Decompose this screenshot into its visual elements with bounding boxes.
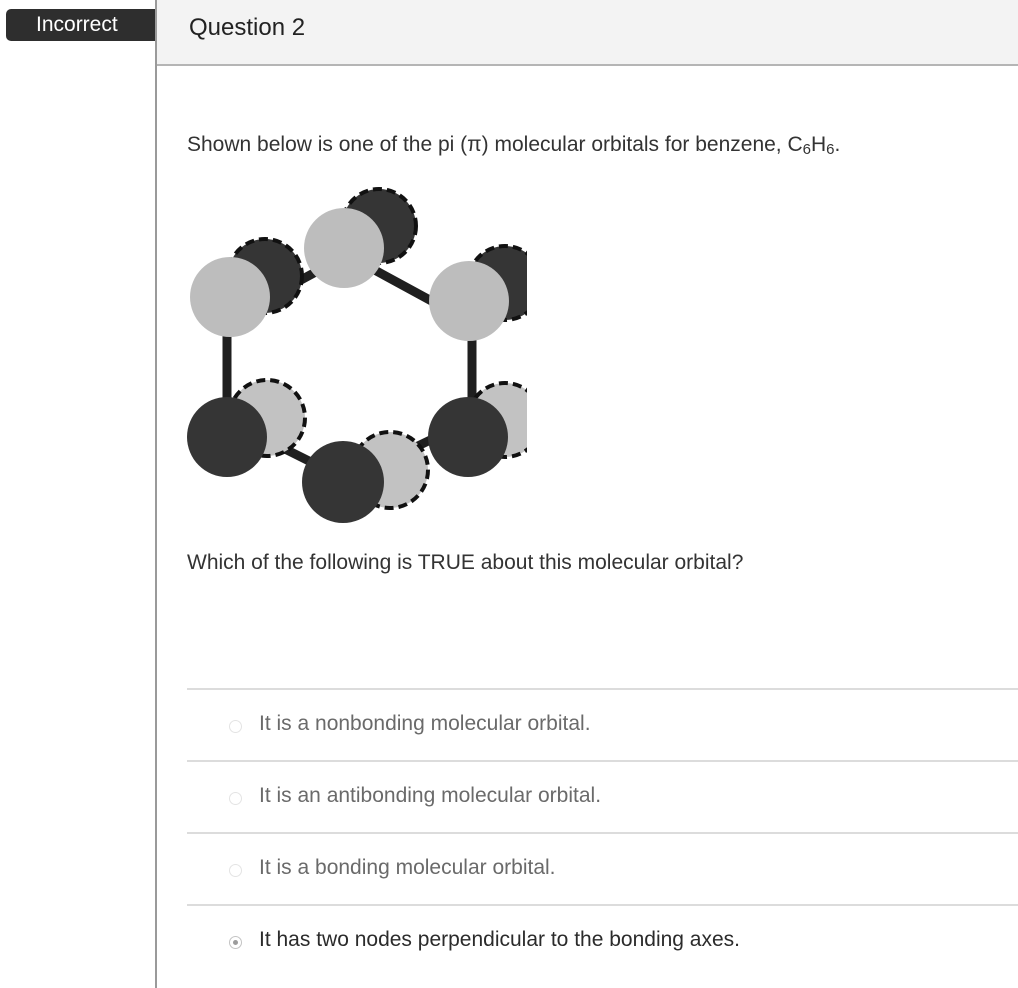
prompt-subscript-carbon: 6 xyxy=(802,141,811,158)
answer-option-label: It is a nonbonding molecular orbital. xyxy=(259,712,591,735)
radio-button[interactable] xyxy=(229,792,242,805)
question-prompt xyxy=(187,133,840,158)
answer-option[interactable] xyxy=(187,832,1018,904)
prompt-subscript-hydrogen: 6 xyxy=(826,141,835,158)
question-title: Question 2 xyxy=(189,14,306,41)
benzene-orbital-diagram xyxy=(187,180,527,530)
answer-option[interactable] xyxy=(187,760,1018,832)
lobe-front-upper-right xyxy=(429,261,509,341)
lobe-front-bottom xyxy=(302,441,384,523)
answer-option-label: It is an antibonding molecular orbital. xyxy=(259,784,602,807)
prompt-period: . xyxy=(834,133,841,156)
question-panel xyxy=(155,0,1018,988)
status-badge-label: Incorrect xyxy=(6,9,159,41)
radio-button[interactable] xyxy=(229,864,242,877)
answer-option-label: It is a bonding molecular orbital. xyxy=(259,856,556,879)
question-header xyxy=(157,0,1018,66)
lobe-front-lower-right xyxy=(428,397,508,477)
answer-option-selected[interactable] xyxy=(187,904,1018,976)
answer-options xyxy=(187,688,1018,976)
radio-button[interactable] xyxy=(229,720,242,733)
left-rail xyxy=(0,0,156,988)
answer-option-label: It has two nodes perpendicular to the bonding axes. xyxy=(259,928,740,951)
prompt-text: Shown below is one of the pi (π) molecular orbitals for benzene, C xyxy=(187,133,803,156)
answer-option[interactable] xyxy=(187,688,1018,760)
question-ask: Which of the following is TRUE about this molecular orbital? xyxy=(187,551,744,574)
status-badge xyxy=(6,9,171,41)
lobe-front-top xyxy=(304,208,384,288)
lobe-front-lower-left xyxy=(187,397,267,477)
prompt-hydrogen: H xyxy=(810,133,827,156)
radio-button-selected[interactable] xyxy=(229,936,242,949)
lobe-front-upper-left xyxy=(190,257,270,337)
